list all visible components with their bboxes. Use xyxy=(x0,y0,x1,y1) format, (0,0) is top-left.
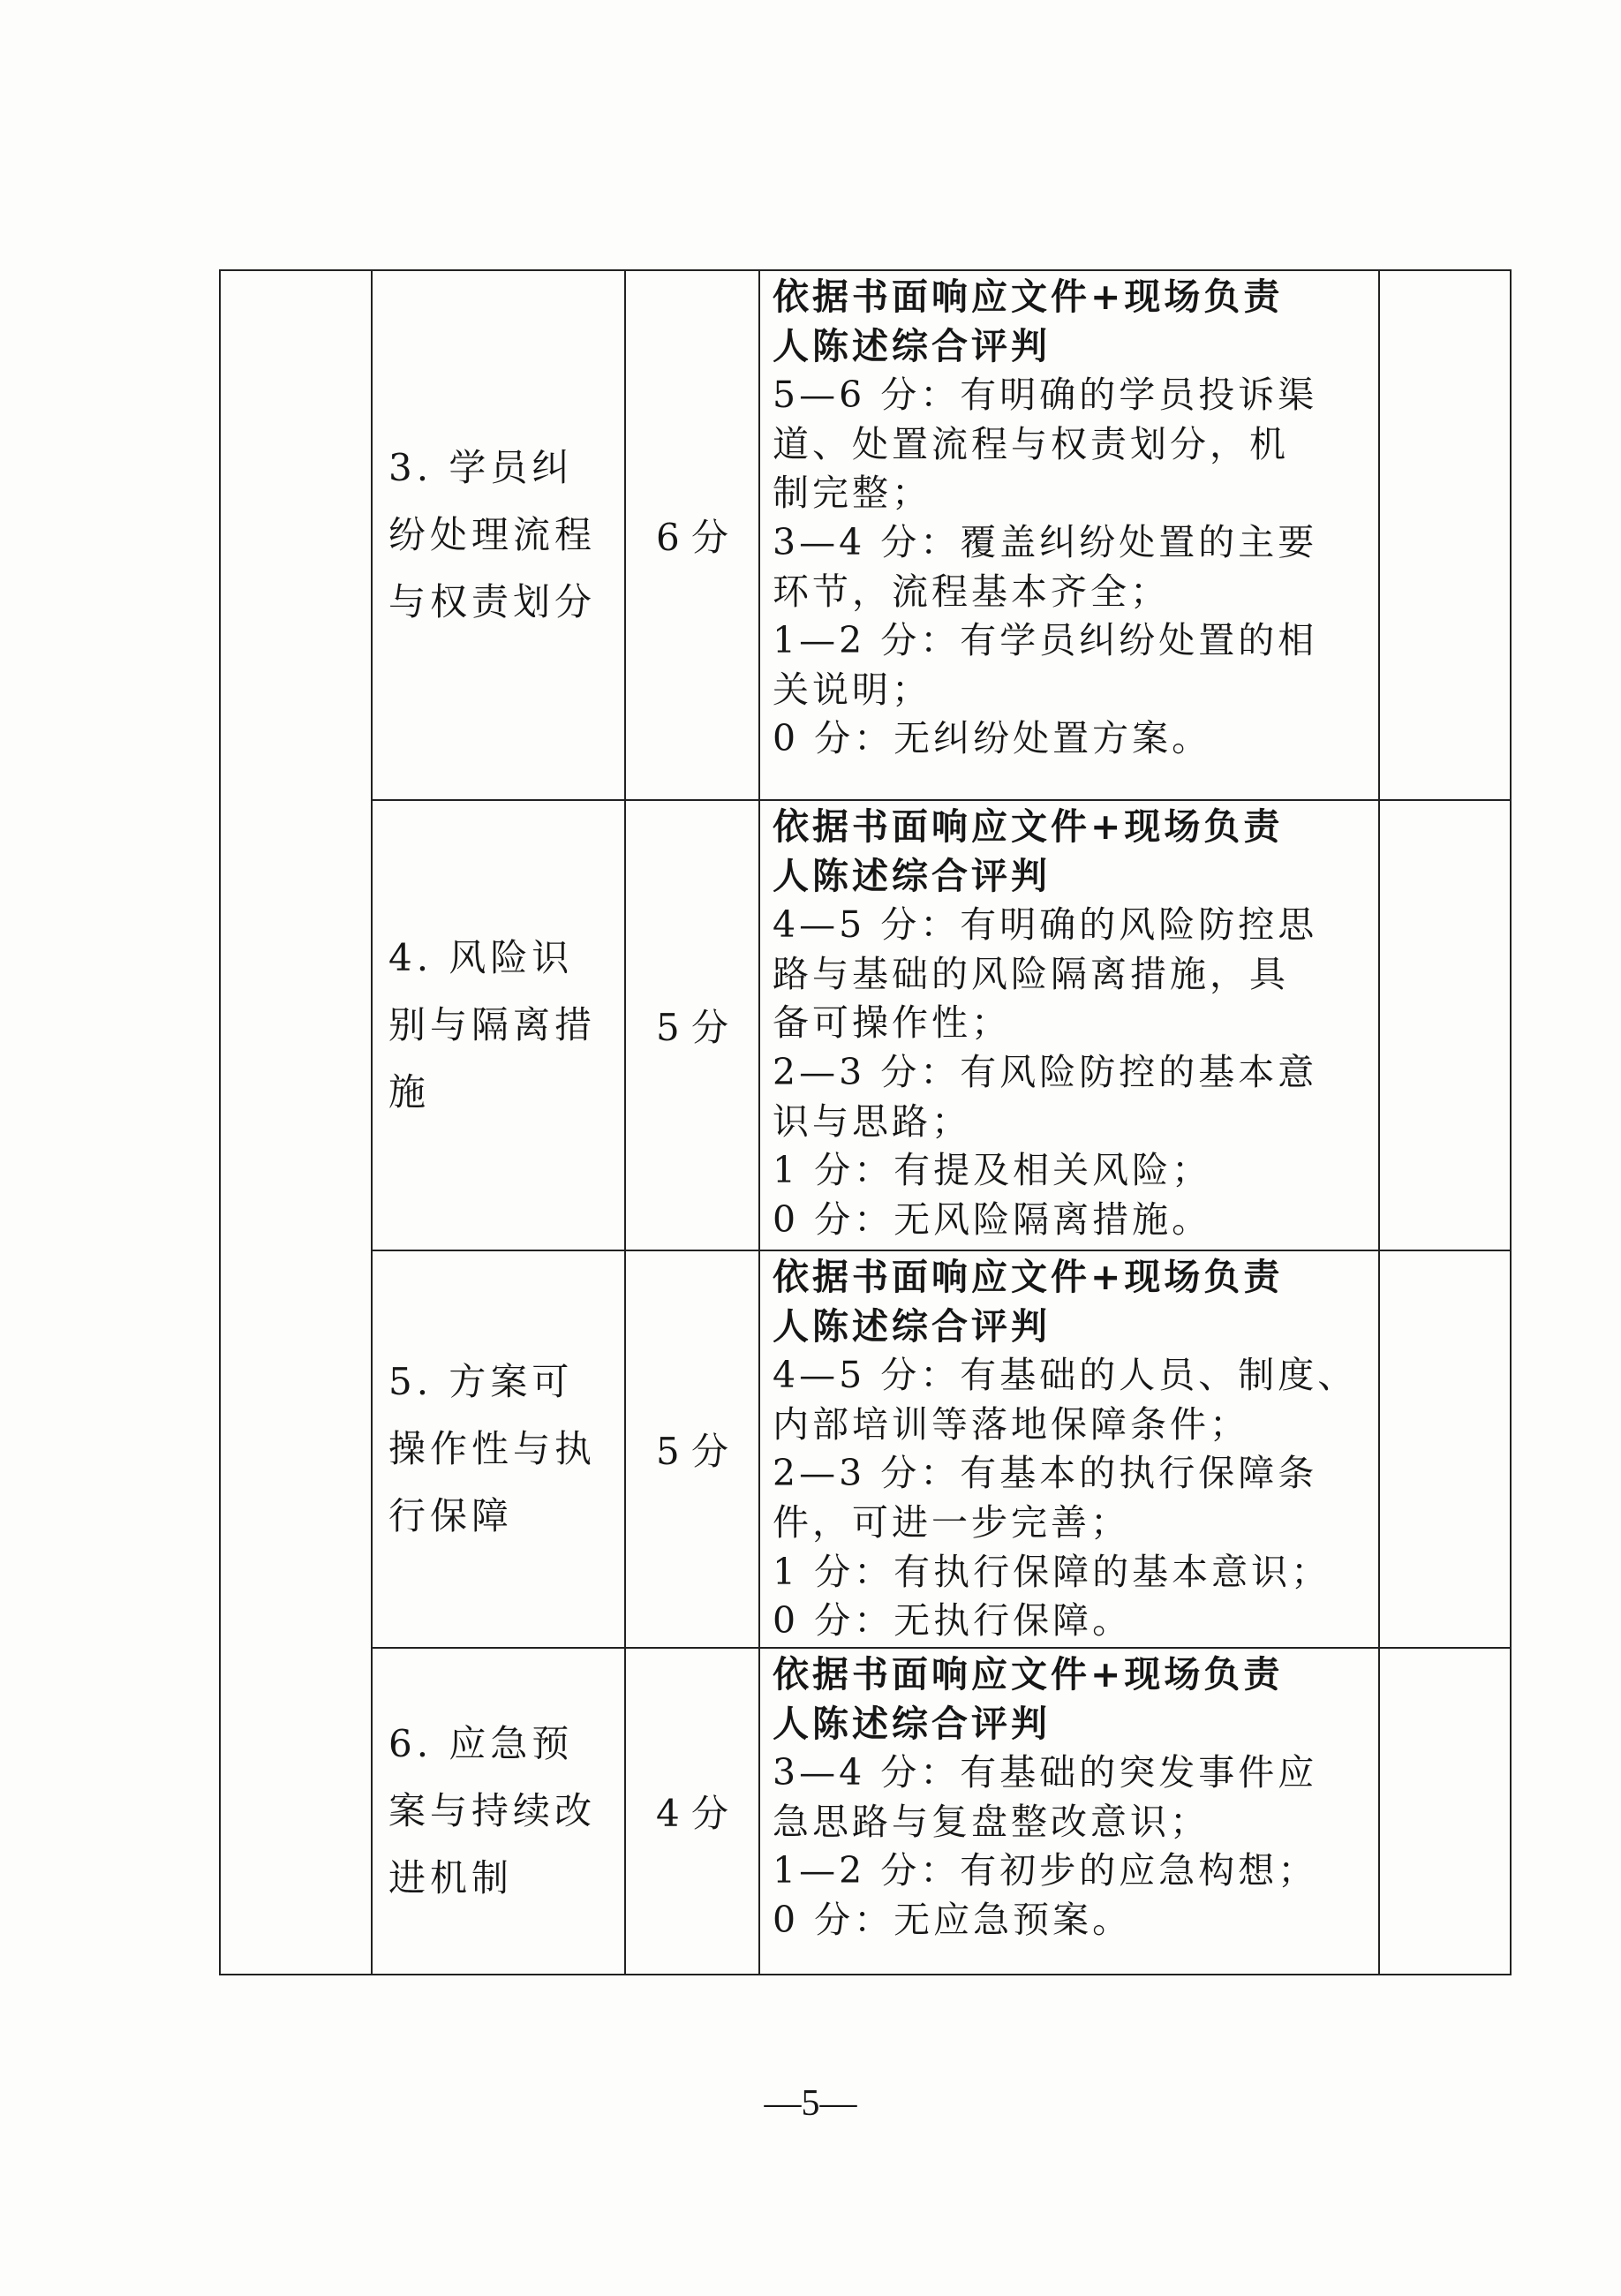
criteria-line: 关说明； xyxy=(773,668,931,711)
table-row xyxy=(220,270,1511,800)
item-cell xyxy=(372,1250,625,1648)
criteria-line: 2—3 分：有基本的执行保障条 xyxy=(773,1452,1318,1495)
criteria-line: 环节，流程基本齐全； xyxy=(773,570,1170,613)
scoring-table xyxy=(219,269,1512,1975)
criteria-line: 0 分：无纠纷处置方案。 xyxy=(773,717,1212,760)
criteria-cell xyxy=(759,800,1379,1250)
criteria-line: 人陈述综合评判 xyxy=(773,324,1051,367)
criteria-line: 人陈述综合评判 xyxy=(773,854,1051,897)
criteria-line: 制完整； xyxy=(773,472,931,515)
score-cell xyxy=(625,800,759,1250)
criteria-line: 内部培训等落地保障条件； xyxy=(773,1402,1249,1446)
criteria-line: 3—4 分：有基础的突发事件应 xyxy=(773,1751,1318,1794)
score-cell xyxy=(625,270,759,800)
score-cell xyxy=(625,1648,759,1975)
score-value: 5 分 xyxy=(655,1430,729,1473)
page-number: —5— xyxy=(764,2083,857,2124)
criteria-line: 件，可进一步完善； xyxy=(773,1500,1130,1544)
criteria-cell xyxy=(759,1648,1379,1975)
empty-cell xyxy=(1379,1648,1511,1975)
empty-cell xyxy=(1379,800,1511,1250)
criteria-line: 1 分：有执行保障的基本意识； xyxy=(773,1550,1331,1593)
item-label: 3. 学员纠纷处理流程与权责划分 xyxy=(388,446,597,623)
criteria-line: 1—2 分：有学员纠纷处置的相 xyxy=(773,619,1318,662)
item-label: 4. 风险识别与隔离措施 xyxy=(388,936,597,1114)
criteria-line: 0 分：无风险隔离措施。 xyxy=(773,1197,1212,1241)
item-label: 5. 方案可操作性与执行保障 xyxy=(388,1360,597,1537)
criteria-line: 3—4 分：覆盖纠纷处置的主要 xyxy=(773,520,1318,563)
criteria-line: 0 分：无执行保障。 xyxy=(773,1599,1133,1643)
criteria-line: 依据书面响应文件+现场负责 xyxy=(773,276,1284,318)
criteria-line: 依据书面响应文件+现场负责 xyxy=(773,1256,1284,1298)
item-cell xyxy=(372,1648,625,1975)
item-cell xyxy=(372,800,625,1250)
score-value: 6 分 xyxy=(655,516,729,559)
empty-cell xyxy=(1379,1250,1511,1648)
criteria-line: 人陈述综合评判 xyxy=(773,1702,1051,1745)
criteria-line: 人陈述综合评判 xyxy=(773,1304,1051,1348)
criteria-line: 2—3 分：有风险防控的基本意 xyxy=(773,1050,1318,1093)
criteria-line: 0 分：无应急预案。 xyxy=(773,1898,1133,1941)
category-cell xyxy=(220,270,372,1975)
score-cell xyxy=(625,1250,759,1648)
criteria-line: 1 分：有提及相关风险； xyxy=(773,1149,1212,1192)
criteria-line: 依据书面响应文件+现场负责 xyxy=(773,805,1284,848)
criteria-line: 4—5 分：有明确的风险防控思 xyxy=(773,903,1318,947)
item-cell xyxy=(372,270,625,800)
criteria-line: 备可操作性； xyxy=(773,1001,1011,1045)
empty-cell xyxy=(1379,270,1511,800)
score-value: 4 分 xyxy=(655,1792,729,1835)
item-label: 6. 应急预案与持续改进机制 xyxy=(388,1722,597,1899)
criteria-line: 4—5 分：有基础的人员、制度、 xyxy=(773,1354,1358,1397)
criteria-cell xyxy=(759,1250,1379,1648)
criteria-line: 识与思路； xyxy=(773,1099,971,1143)
criteria-line: 5—6 分：有明确的学员投诉渠 xyxy=(773,374,1318,417)
criteria-line: 急思路与复盘整改意识； xyxy=(773,1800,1210,1843)
table-row xyxy=(220,1648,1511,1975)
criteria-line: 1—2 分：有初步的应急构想； xyxy=(773,1849,1318,1892)
criteria-line: 依据书面响应文件+现场负责 xyxy=(773,1653,1284,1696)
criteria-line: 道、处置流程与权责划分，机 xyxy=(773,422,1289,465)
table-row xyxy=(220,800,1511,1250)
score-value: 5 分 xyxy=(655,1006,729,1049)
criteria-cell xyxy=(759,270,1379,800)
table-row xyxy=(220,1250,1511,1648)
criteria-line: 路与基础的风险隔离措施，具 xyxy=(773,952,1289,995)
